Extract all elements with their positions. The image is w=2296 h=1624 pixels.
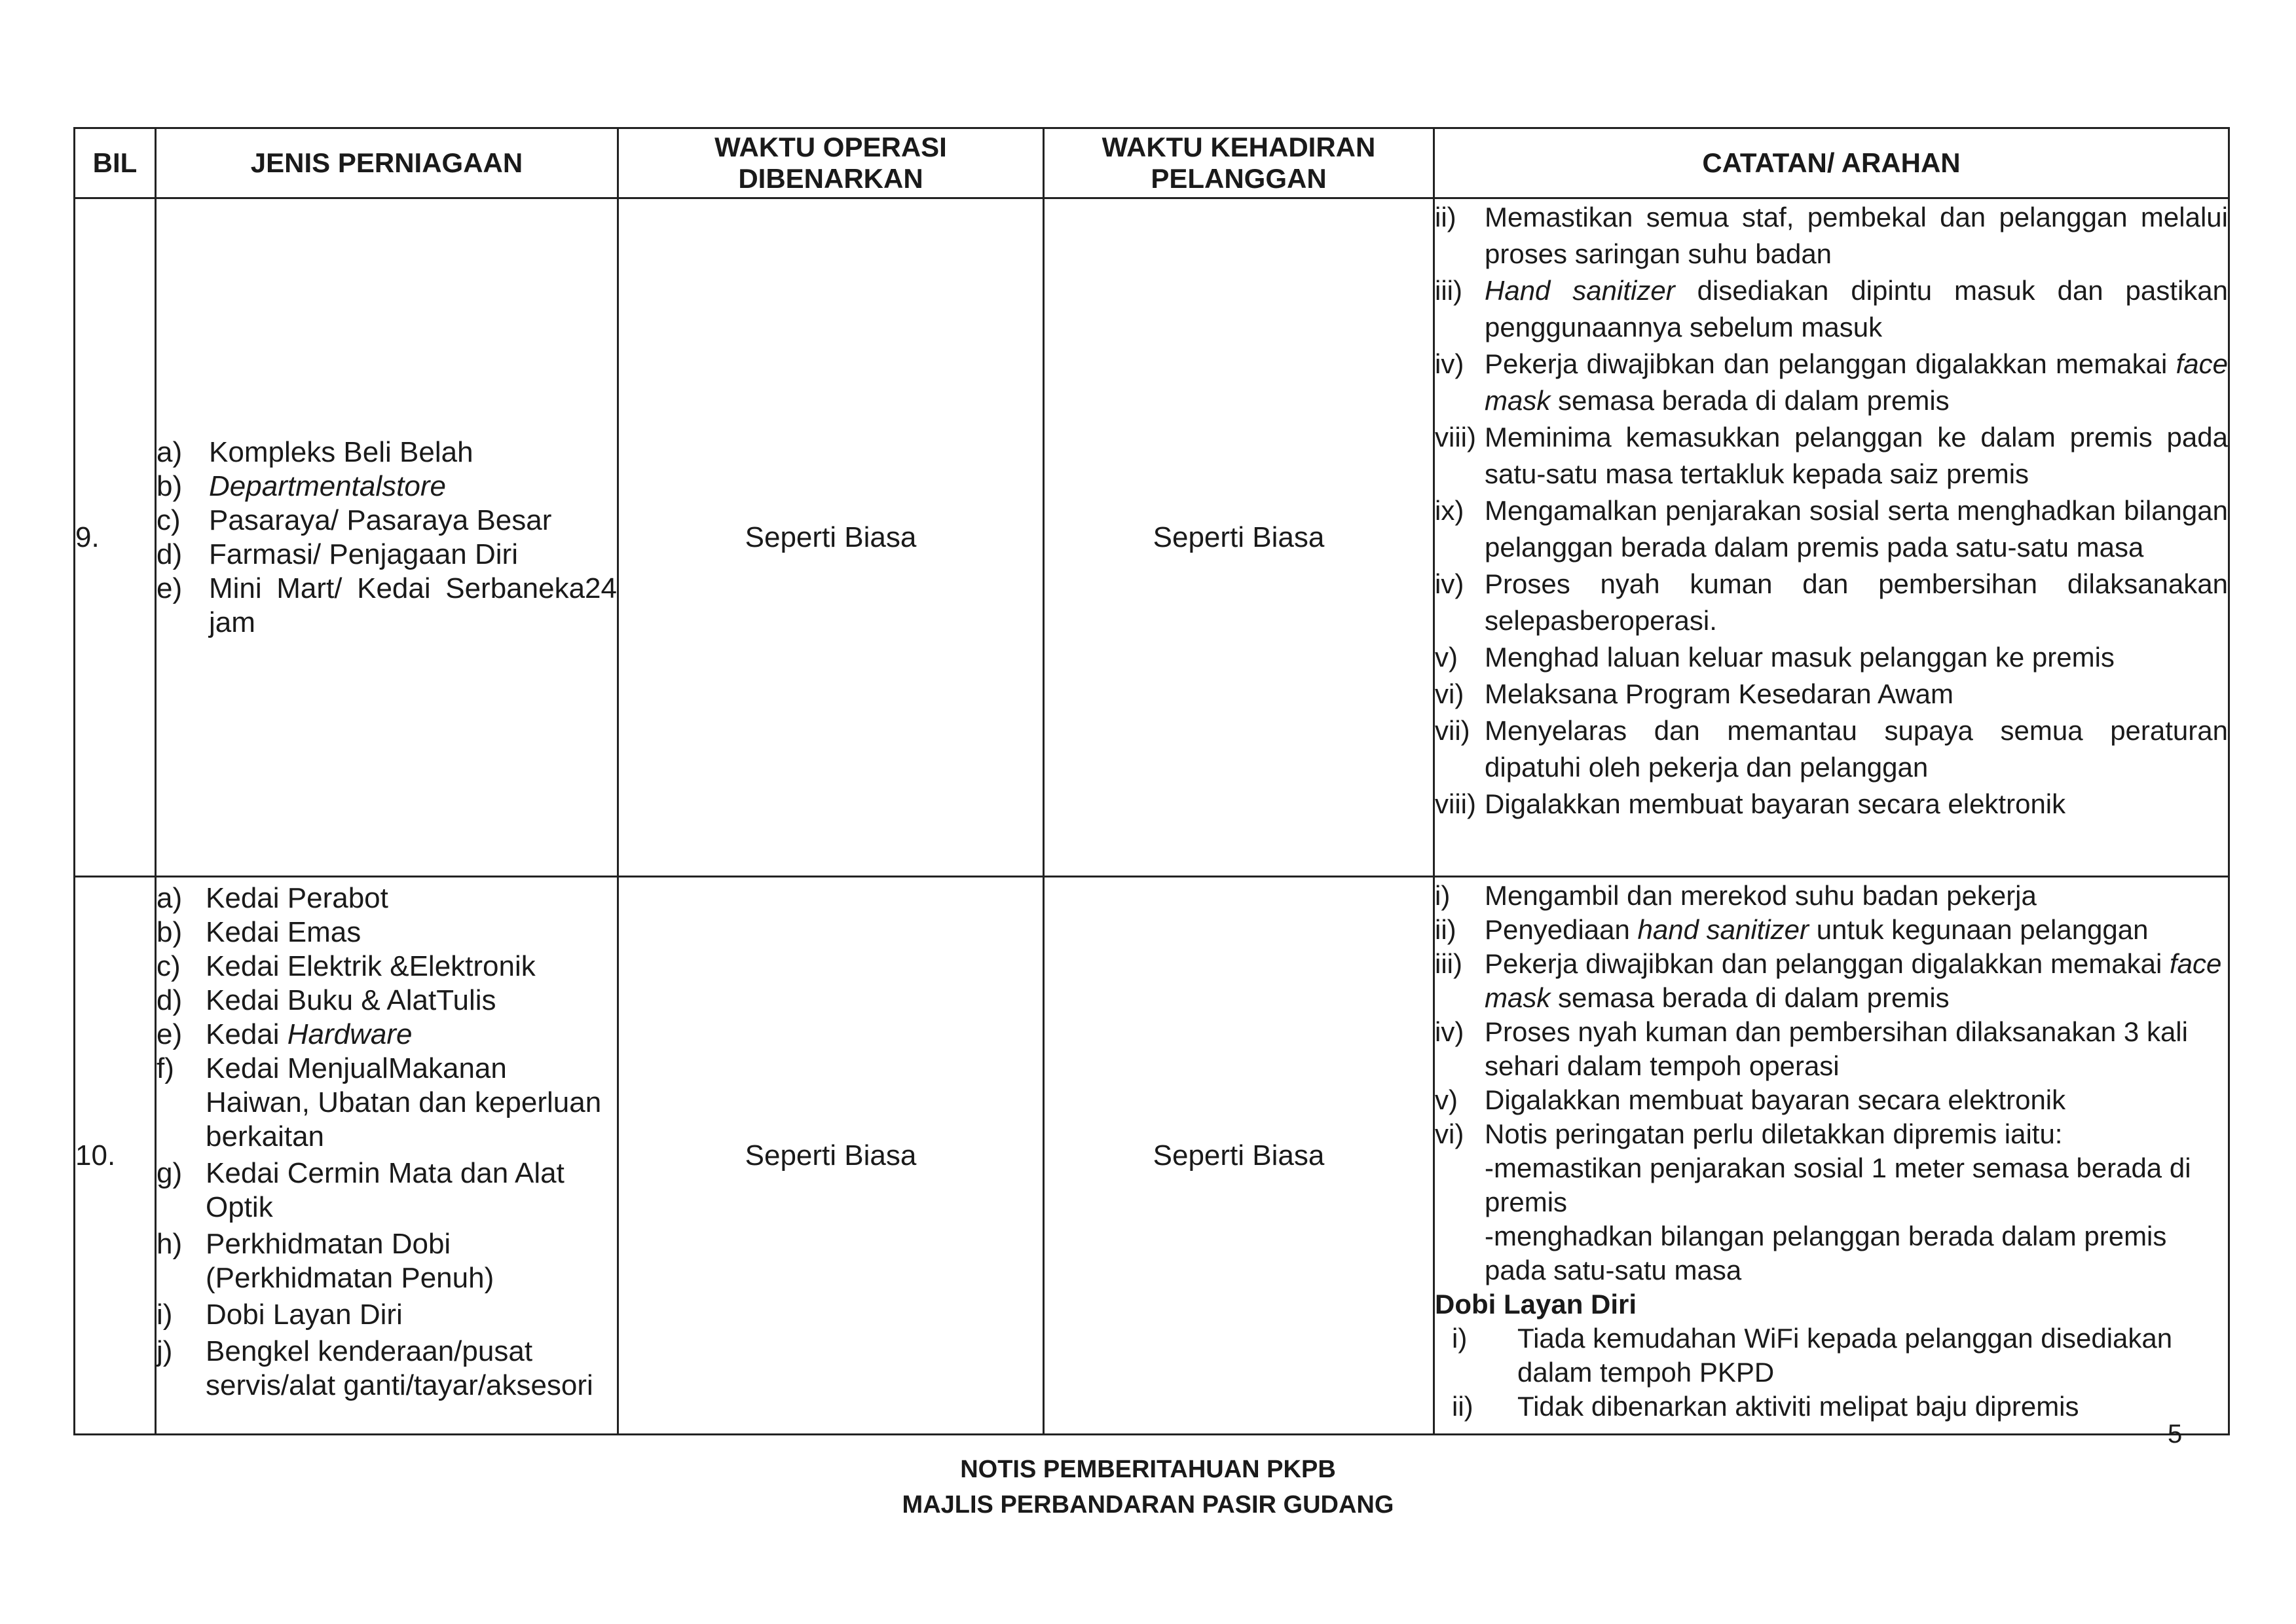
list-item: e) Kedai Hardware: [157, 1018, 413, 1050]
list-item: i) Dobi Layan Diri: [157, 1299, 403, 1331]
row-number: 9.: [75, 198, 156, 877]
note-item: ii) Tidak dibenarkan aktiviti melipat baju dipremis: [1452, 1391, 2079, 1422]
header-bil: BIL: [75, 128, 156, 198]
note-item: vi) Notis peringatan perlu diletakkan dipremis iaitu:: [1435, 1118, 2063, 1149]
note-item: viii) Meminima kemasukkan pelanggan ke dalam premis pada satu-satu masa tertakluk kepada saiz premis: [1435, 422, 2228, 489]
note-item: i) Mengambil dan merekod suhu badan pekerja: [1435, 880, 2037, 911]
row-number: 10.: [75, 877, 156, 1435]
business-type-list: [156, 877, 618, 1435]
note-item: vii) Menyelaras dan memantau supaya semua peraturan dipatuhi oleh pekerja dan pelanggan: [1435, 715, 2228, 783]
list-item: c) Pasaraya/ Pasaraya Besar: [157, 504, 552, 536]
operating-hours-cell: Seperti Biasa: [618, 198, 1044, 877]
list-item: b) Departmentalstore: [157, 470, 446, 502]
note-item: iv) Pekerja diwajibkan dan pelanggan digalakkan memakai face mask semasa berada di dalam premis: [1435, 348, 2228, 416]
list-item: g) Kedai Cermin Mata dan Alat Optik: [157, 1157, 565, 1223]
dobi-heading: Dobi Layan Diri: [1435, 1289, 1637, 1320]
header-waktu-kehadiran: WAKTU KEHADIRAN PELANGGAN: [1044, 128, 1434, 198]
notice-sub-item: -memastikan penjarakan sosial 1 meter semasa berada di premis: [1485, 1153, 2191, 1217]
notes-cell: [1434, 877, 2229, 1435]
note-item: vi) Melaksana Program Kesedaran Awam: [1435, 678, 1953, 709]
list-item: d) Kedai Buku & AlatTulis: [157, 984, 496, 1016]
list-item: a) Kedai Perabot: [157, 882, 388, 914]
page-number: 5: [2168, 1420, 2183, 1449]
note-item: viii) Digalakkan membuat bayaran secara elektronik: [1435, 788, 2066, 819]
note-item: ii) Penyediaan hand sanitizer untuk kegunaan pelanggan: [1435, 914, 2149, 945]
note-item: v) Menghad laluan keluar masuk pelanggan ke premis: [1435, 642, 2115, 673]
note-item: iv) Proses nyah kuman dan pembersihan dilaksanakan selepasberoperasi.: [1435, 568, 2228, 636]
list-item: j) Bengkel kenderaan/pusat servis/alat ganti/tayar/aksesori: [157, 1335, 593, 1401]
business-type-list: [156, 198, 618, 877]
footer-title: NOTIS PEMBERITAHUAN PKPB: [960, 1456, 1336, 1483]
note-item: ii) Memastikan semua staf, pembekal dan pelanggan melalui proses saringan suhu badan: [1435, 202, 2228, 269]
customer-hours-cell: Seperti Biasa: [1044, 877, 1434, 1435]
note-item: iii) Pekerja diwajibkan dan pelanggan digalakkan memakai face mask semasa berada di dalam premis: [1435, 948, 2222, 1013]
list-item: a) Kompleks Beli Belah: [157, 435, 473, 468]
note-item: iii) Hand sanitizer disediakan dipintu masuk dan pastikan penggunaannya sebelum masuk: [1435, 275, 2228, 342]
operating-hours-cell: Seperti Biasa: [618, 877, 1044, 1435]
header-jenis-perniagaan: JENIS PERNIAGAAN: [156, 128, 618, 198]
table-header-row: [75, 128, 2229, 198]
header-catatan: CATATAN/ ARAHAN: [1434, 128, 2229, 198]
note-item: v) Digalakkan membuat bayaran secara elektronik: [1435, 1084, 2066, 1115]
business-operations-table: [73, 127, 2230, 1435]
header-waktu-operasi: WAKTU OPERASI DIBENARKAN: [618, 128, 1044, 198]
footer-organization: MAJLIS PERBANDARAN PASIR GUDANG: [902, 1491, 1394, 1519]
list-item: e) Mini Mart/ Kedai Serbaneka24 jam: [157, 572, 617, 638]
list-item: h) Perkhidmatan Dobi (Perkhidmatan Penuh): [157, 1228, 494, 1294]
table-row: [75, 877, 2229, 1435]
list-item: b) Kedai Emas: [157, 916, 361, 948]
note-item: ix) Mengamalkan penjarakan sosial serta menghadkan bilangan pelanggan berada dalam premis pada satu-satu masa: [1435, 495, 2228, 563]
notes-cell: [1434, 198, 2229, 877]
note-item: iv) Proses nyah kuman dan pembersihan dilaksanakan 3 kali sehari dalam tempoh operasi: [1435, 1016, 2188, 1081]
customer-hours-cell: Seperti Biasa: [1044, 198, 1434, 877]
list-item: f) Kedai MenjualMakanan Haiwan, Ubatan dan keperluan berkaitan: [157, 1052, 602, 1153]
table-row: [75, 198, 2229, 877]
list-item: c) Kedai Elektrik &Elektronik: [157, 950, 536, 982]
note-item: i) Tiada kemudahan WiFi kepada pelanggan disediakan dalam tempoh PKPD: [1452, 1323, 2173, 1388]
list-item: d) Farmasi/ Penjagaan Diri: [157, 538, 518, 570]
notice-sub-item: -menghadkan bilangan pelanggan berada dalam premis pada satu-satu masa: [1485, 1221, 2167, 1285]
